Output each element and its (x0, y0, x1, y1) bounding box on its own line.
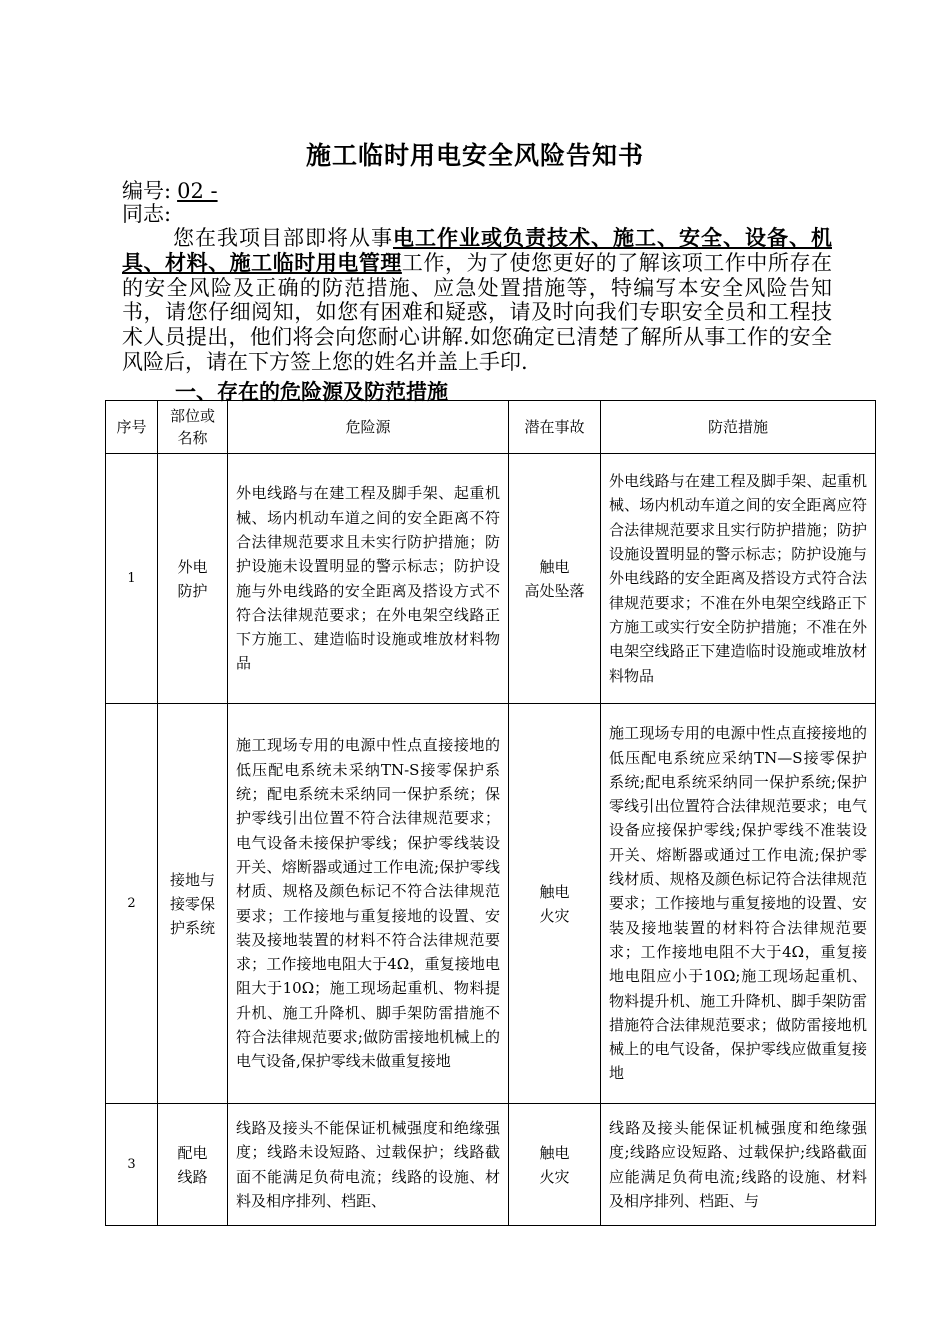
row-measure: 线路及接头能保证机械强度和绝缘强度;线路应设短路、过载保护;线路截面应能满足负荷电流;线路的设施、材料及相序排列、档距、与 (601, 1104, 876, 1226)
header-measure: 防范措施 (601, 401, 876, 454)
row-part: 接地与 接零保 护系统 (158, 704, 228, 1104)
row-hazard: 外电线路与在建工程及脚手架、起重机械、场内机动车道之间的安全距离不符合法律规范要求且未实行防护措施；防护设施未设置明显的警示标志；防护设施与外电线路的安全距离及搭设方式不符合法律规范要求；在外电架空线路正下方施工、建造临时设施或堆放材料物品 (228, 454, 509, 704)
intro-text-post: 工作，为了使您更好的了解该项工作中所存在的安全风险及正确的防范措施、应急处置措施等，特编写本安全风险告知书，请您仔细阅知，如您有困难和疑惑，请及时向我们专职安全员和工程技术人员提出，他们将会向您耐心讲解.如您确定已清楚了解所从事工作的安全风险后，请在下方签上您的姓名并盖上手印. (122, 250, 832, 374)
table-row (106, 704, 876, 1104)
table-row (106, 454, 876, 704)
number-label: 编号: (122, 179, 172, 203)
table-row (106, 1104, 876, 1226)
intro-text-pre: 您在我项目部即将从事 (172, 226, 393, 250)
document-title: 施工临时用电安全风险告知书 (305, 141, 644, 170)
number-value: 02 - (177, 179, 218, 203)
hazard-table (105, 400, 876, 1226)
row-no: 1 (106, 454, 158, 704)
header-part: 部位或 名称 (158, 401, 228, 454)
intro-job-scope: 电工作业或负责技术、施工、安全、设备、机具、材料、施工临时用电管理 (122, 225, 832, 275)
row-accident: 触电 高处坠落 (509, 454, 601, 704)
table-header-row (106, 401, 876, 454)
intro-paragraph (122, 226, 832, 375)
row-no: 3 (106, 1104, 158, 1226)
row-hazard: 线路及接头不能保证机械强度和绝缘强度；线路未设短路、过载保护；线路截面不能满足负荷电流；线路的设施、材料及相序排列、档距、 (228, 1104, 509, 1226)
row-part: 配电 线路 (158, 1104, 228, 1226)
row-measure: 施工现场专用的电源中性点直接接地的低压配电系统应采纳TN—S接零保护系统;配电系统采纳同一保护系统;保护零线引出位置符合法律规范要求；电气设备应接保护零线;保护零线不准装设开关、熔断器或通过工作电流;保护零线材质、规格及颜色标记符合法律规范要求；工作接地与重复接地的设置、安装及接地装置的材料符合法律规范要求；工作接地电阻不大于4Ω，重复接地电阻应小于10Ω;施工现场起重机、物料提升机、施工升降机、脚手架防雷措施符合法律规范要求；做防雷接地机械上的电气设备，保护零线应做重复接地 (601, 704, 876, 1104)
header-accident: 潜在事故 (509, 401, 601, 454)
row-accident: 触电 火灾 (509, 1104, 601, 1226)
row-accident: 触电 火灾 (509, 704, 601, 1104)
row-measure: 外电线路与在建工程及脚手架、起重机械、场内机动车道之间的安全距离应符合法律规范要求且实行防护措施；防护设施设置明显的警示标志；防护设施与外电线路的安全距离及搭设方式符合法律规范要求；不准在外电架空线路正下方施工或实行安全防护措施；不准在外电架空线路正下建造临时设施或堆放材料物品 (601, 454, 876, 704)
row-part: 外电 防护 (158, 454, 228, 704)
row-no: 2 (106, 704, 158, 1104)
section-heading: 一、存在的危险源及防范措施 (175, 379, 448, 404)
header-no: 序号 (106, 401, 158, 454)
header-hazard: 危险源 (228, 401, 509, 454)
document-number (122, 180, 218, 202)
row-hazard: 施工现场专用的电源中性点直接接地的低压配电系统未采纳TN-S接零保护系统；配电系统未采纳同一保护系统；保护零线引出位置不符合法律规范要求；电气设备未接保护零线；保护零线装设开关、熔断器或通过工作电流;保护零线材质、规格及颜色标记不符合法律规范要求；工作接地与重复接地的设置、安装及接地装置的材料不符合法律规范要求；工作接地电阻大于4Ω，重复接地电阻大于10Ω；施工现场起重机、物料提升机、施工升降机、脚手架防雷措施不符合法律规范要求;做防雷接地机械上的电气设备,保护零线未做重复接地 (228, 704, 509, 1104)
salutation: 同志: (122, 202, 172, 226)
